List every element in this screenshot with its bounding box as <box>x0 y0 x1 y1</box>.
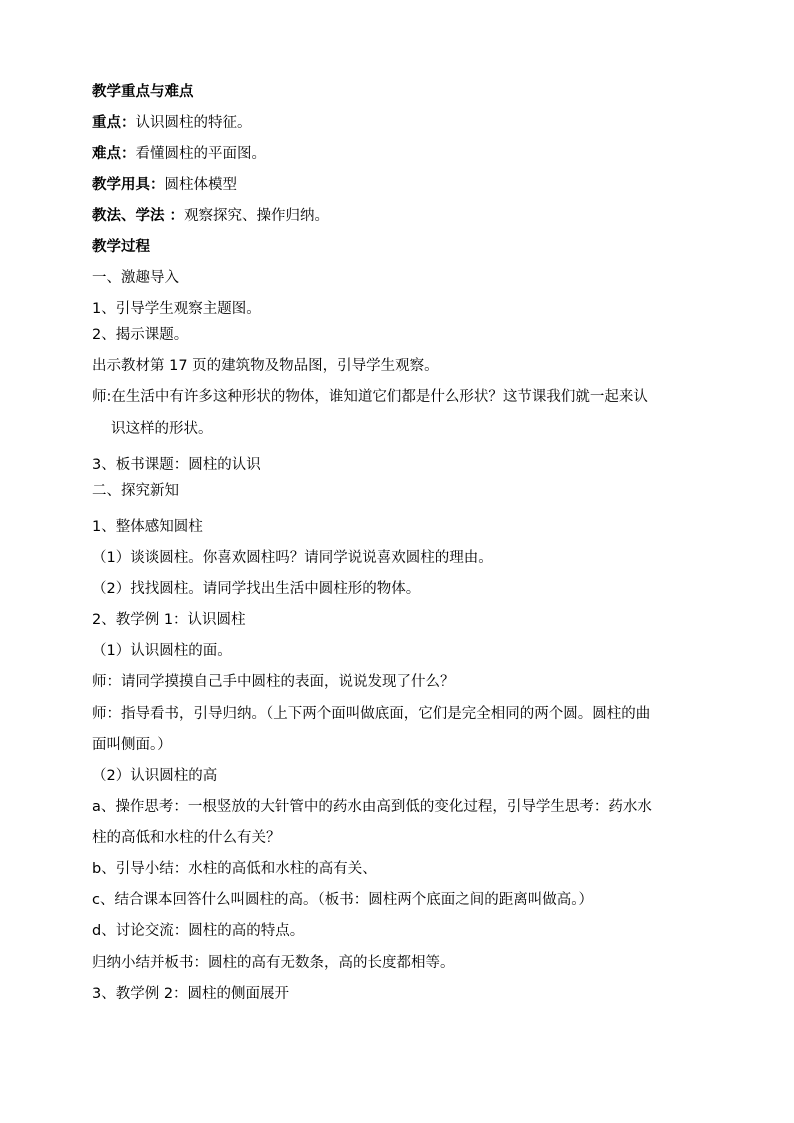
section2-c: c、结合课本回答什么叫圆柱的高。（板书：圆柱两个底面之间的距离叫做高。） <box>92 892 593 908</box>
section2-sub3: （1）认识圆柱的面。 <box>92 643 232 659</box>
section2-teacher2-line2: 面叫侧面。） <box>92 737 172 753</box>
methods-line <box>92 207 329 225</box>
section1-title: 一、激趣导入 <box>92 270 179 286</box>
section2-item3: 3、教学例 2：圆柱的侧面展开 <box>92 986 290 1002</box>
section2-sub1: （1）谈谈圆柱。你喜欢圆柱吗？请同学说说喜欢圆柱的理由。 <box>92 550 493 566</box>
difficulty-line <box>92 145 266 163</box>
section2-a-line2: 柱的高低和水柱的什么有关？ <box>92 830 281 846</box>
section1-item3: 3、板书课题：圆柱的认识 <box>92 457 261 473</box>
difficulty-label: 难点： <box>92 146 136 162</box>
section2-sub2: （2）找找圆柱。请同学找出生活中圆柱形的物体。 <box>92 581 421 597</box>
section2-item1: 1、整体感知圆柱 <box>92 519 203 535</box>
section1-item1: 1、引导学生观察主题图。 <box>92 301 261 317</box>
focus-label: 重点： <box>92 115 136 131</box>
tools-line <box>92 176 237 194</box>
tools-text: 圆柱体模型 <box>164 177 237 193</box>
section2-teacher2-line1: 师：指导看书，引导归纳。（上下两个面叫做底面，它们是完全相同的两个圆。圆柱的曲 <box>92 706 651 722</box>
section2-b: b、引导小结：水柱的高低和水柱的高有关、 <box>92 861 377 877</box>
section2-title: 二、探究新知 <box>92 483 179 499</box>
methods-text: 观察探究、操作归纳。 <box>184 208 330 224</box>
tools-label: 教学用具： <box>92 177 165 193</box>
section2-teacher1: 师：请同学摸摸自己手中圆柱的表面，说说发现了什么？ <box>92 674 455 690</box>
focus-text: 认识圆柱的特征。 <box>135 115 252 131</box>
section1-teacher-line1: 师:在生活中有许多这种形状的物体，谁知道它们都是什么形状？这节课我们就一起来认 <box>92 389 648 405</box>
section2-sub4: （2）认识圆柱的高 <box>92 768 218 784</box>
section1-teacher-line2: 识这样的形状。 <box>111 421 213 437</box>
section2-a-line1: a、操作思考：一根竖放的大针管中的药水由高到低的变化过程，引导学生思考：药水水 <box>92 799 652 815</box>
heading-process: 教学过程 <box>92 239 150 255</box>
difficulty-text: 看懂圆柱的平面图。 <box>135 146 266 162</box>
section1-item2: 2、揭示课题。 <box>92 327 189 343</box>
section2-d: d、讨论交流：圆柱的高的特点。 <box>92 923 305 939</box>
heading-focus: 教学重点与难点 <box>92 84 194 100</box>
section1-show: 出示教材第 17 页的建筑物及物品图，引导学生观察。 <box>92 358 439 374</box>
methods-label: 教法、学法 ： <box>92 208 185 224</box>
focus-line <box>92 114 252 132</box>
section2-summary: 归纳小结并板书：圆柱的高有无数条，高的长度都相等。 <box>92 955 455 971</box>
section2-item2: 2、教学例 1：认识圆柱 <box>92 612 246 628</box>
